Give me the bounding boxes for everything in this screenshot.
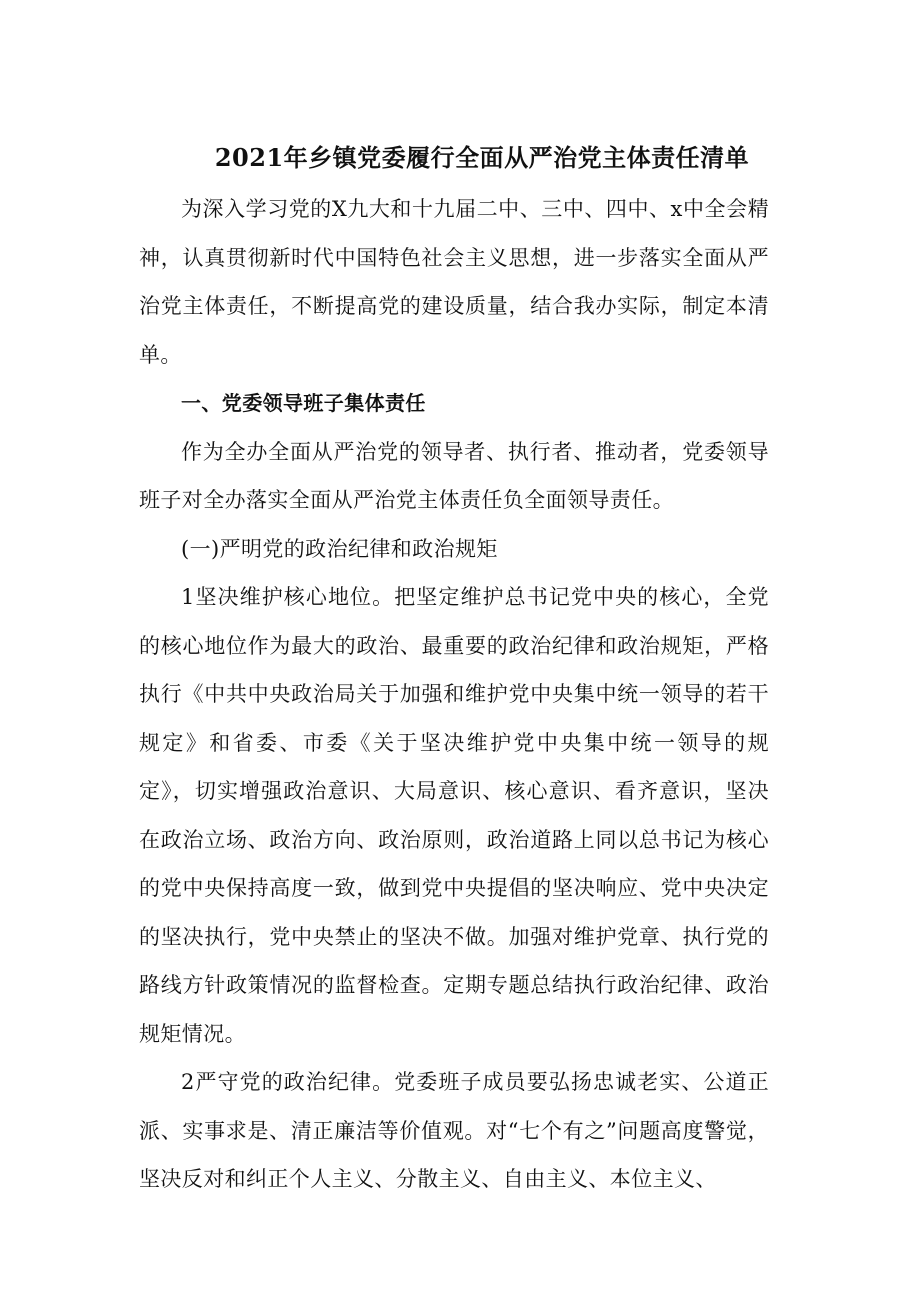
section-heading: 一、党委领导班子集体责任 [181, 391, 426, 415]
item-paragraph-2: 2严守党的政治纪律。党委班子成员要弘扬忠诚老实、公道正派、实事求是、清正廉洁等价值观。对“七个有之”问题高度警觉，坚决反对和纠正个人主义、分散主义、自由主义、本位主义、 [139, 1070, 769, 1191]
section-intro-paragraph: 作为全办全面从严治党的领导者、执行者、推动者，党委领导班子对全办落实全面从严治党主体责任负全面领导责任。 [139, 439, 769, 512]
item-paragraph-1: 1坚决维护核心地位。把坚定维护总书记党中央的核心，全党的核心地位作为最大的政治、最重要的政治纪律和政治规矩，严格执行《中共中央政治局关于加强和维护党中央集中统一领导的若干规定》和省委、市委《关于坚决维护党中央集中统一领导的规定》，切实增强政治意识、大局意识、核心意识、看齐意识，坚决在政治立场、政治方向、政治原则，政治道路上同以总书记为核心的党中央保持高度一致，做到党中央提倡的坚决响应、党中央决定的坚决执行，党中央禁止的坚决不做。加强对维护党章、执行党的路线方针政策情况的监督检查。定期专题总结执行政治纪律、政治规矩情况。 [139, 585, 769, 1046]
subsection-heading: (一)严明党的政治纪律和政治规矩 [181, 536, 498, 561]
document-title: 2021年乡镇党委履行全面从严治党主体责任清单 [214, 143, 750, 172]
intro-paragraph: 为深入学习党的X九大和十九届二中、三中、四中、x中全会精神，认真贯彻新时代中国特色社会主义思想，进一步落实全面从严治党主体责任，不断提高党的建设质量，结合我办实际，制定本清单。 [139, 197, 769, 367]
document-body [139, 185, 769, 1204]
